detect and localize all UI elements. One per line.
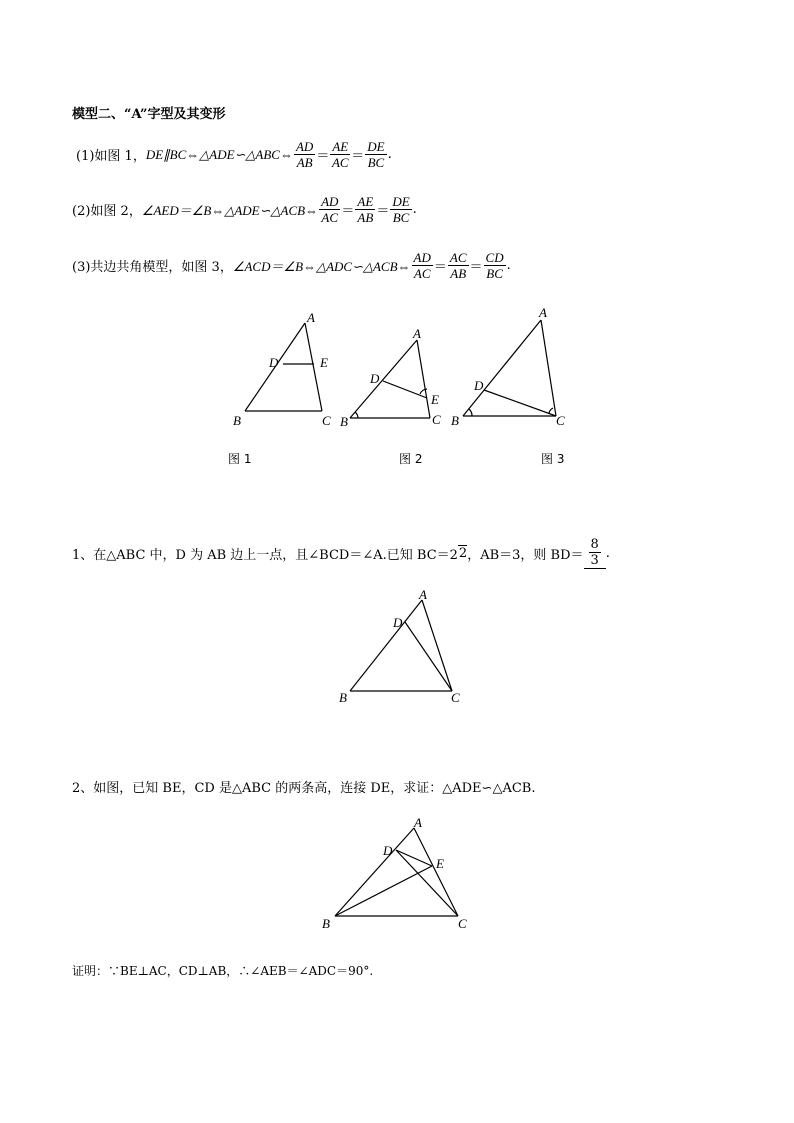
item-prefix: (3)共边共角模型，如图 3，	[72, 260, 233, 275]
item-suffix: .	[387, 147, 392, 162]
fraction: $\frac{AC}{AB}$	[449, 250, 467, 281]
item-prefix: (1)如图 1，	[76, 149, 146, 164]
fig1-label-e: E	[320, 355, 328, 370]
problem-1-text-a: 1、在△ABC 中，D 为 AB 边上一点，且∠BCD＝∠A.已知 BC＝2	[72, 547, 458, 563]
fig1-label-b: B	[233, 413, 241, 428]
p1-label-d: D	[393, 615, 403, 630]
item-condition: ∠ACD＝∠B⇔△ADC∽△ACB⇔	[232, 259, 411, 274]
model-item-1: (1)如图 1， DE∥BC⇔△ADE∽△ABC⇔ $\frac{AD}{AB}$ ＝ $\frac{AE}{AC}$ ＝ $\frac{DE}{BC}$ .	[76, 139, 392, 170]
p1-label-b: B	[339, 690, 347, 705]
problem-2-figure	[0, 810, 794, 940]
answer-blank	[584, 537, 606, 569]
fraction: $\frac{AD}{AB}$	[295, 139, 314, 170]
problem-2: 2、如图，已知 BE，CD 是△ABC 的两条高，连接 DE，求证：△ADE∽△ACB.	[72, 781, 536, 796]
item-suffix: .	[412, 202, 417, 217]
section-title: 模型二、“A”字型及其变形	[72, 107, 226, 122]
problem-1	[72, 537, 610, 569]
sqrt-value: 2	[458, 546, 468, 561]
proof-line: 证明：∵BE⊥AC，CD⊥AB，∴∠AEB＝∠ADC＝90°.	[72, 964, 374, 978]
fraction: $\frac{AD}{AC}$	[321, 194, 339, 225]
p2-label-c: C	[458, 916, 467, 931]
answer-fraction: $\frac{8}{3}$	[590, 537, 599, 568]
item-prefix: (2)如图 2，	[72, 204, 142, 219]
fig3-label-b: B	[451, 413, 459, 428]
item-condition: DE∥BC⇔△ADE∽△ABC⇔	[145, 146, 293, 162]
figure-3	[463, 320, 556, 416]
fraction: $\frac{DE}{BC}$	[392, 194, 410, 225]
model-item-2: (2)如图 2， ∠AED＝∠B⇔△ADE∽△ACB⇔ $\frac{AD}{AC}$ ＝ $\frac{AE}{AB}$ ＝ $\frac{DE}{BC}$ .	[72, 194, 417, 225]
figure-2	[350, 340, 430, 418]
fig2-label-d: D	[370, 371, 380, 386]
item-condition: ∠AED＝∠B⇔△ADE∽△ACB⇔	[141, 203, 319, 218]
fraction: $\frac{DE}{BC}$	[367, 139, 385, 170]
p1-label-c: C	[451, 690, 460, 705]
fig3-label-a: A	[539, 305, 547, 320]
fraction: $\frac{AD}{AC}$	[413, 250, 431, 281]
p1-label-a: A	[419, 587, 427, 602]
item-suffix: .	[506, 258, 511, 273]
model-item-3: (3)共边共角模型，如图 3， ∠ACD＝∠B⇔△ADC∽△ACB⇔ $\frac{AD}{AC}$ ＝ $\frac{AC}{AB}$ ＝ $\frac{CD}{BC}$ .	[72, 250, 511, 281]
p2-label-e: E	[436, 856, 444, 871]
figures-row	[0, 0, 794, 480]
problem-1-end: .	[605, 545, 610, 561]
fig1-caption: 图 1	[228, 452, 252, 466]
fraction: $\frac{AE}{AB}$	[357, 194, 374, 225]
p2-label-a: A	[414, 815, 422, 830]
fig2-label-e: E	[431, 392, 439, 407]
problem-1-figure	[0, 580, 794, 720]
fig2-caption: 图 2	[399, 452, 423, 466]
p2-label-d: D	[383, 843, 393, 858]
problem-1-text-b: ，AB＝3，则 BD＝	[467, 547, 584, 563]
p2-label-b: B	[322, 916, 330, 931]
fig1-label-c: C	[322, 413, 331, 428]
fig3-label-c: C	[556, 413, 565, 428]
fig2-label-a: A	[413, 326, 421, 341]
fig1-label-d: D	[269, 355, 279, 370]
fig1-label-a: A	[307, 310, 315, 325]
fraction: $\frac{CD}{BC}$	[485, 250, 504, 281]
fig2-label-c: C	[432, 412, 441, 427]
fig3-label-d: D	[474, 378, 484, 393]
fig3-caption: 图 3	[541, 452, 565, 466]
figure-1	[245, 323, 322, 411]
fraction: $\frac{AE}{AC}$	[331, 139, 349, 170]
fig2-label-b: B	[340, 414, 348, 429]
